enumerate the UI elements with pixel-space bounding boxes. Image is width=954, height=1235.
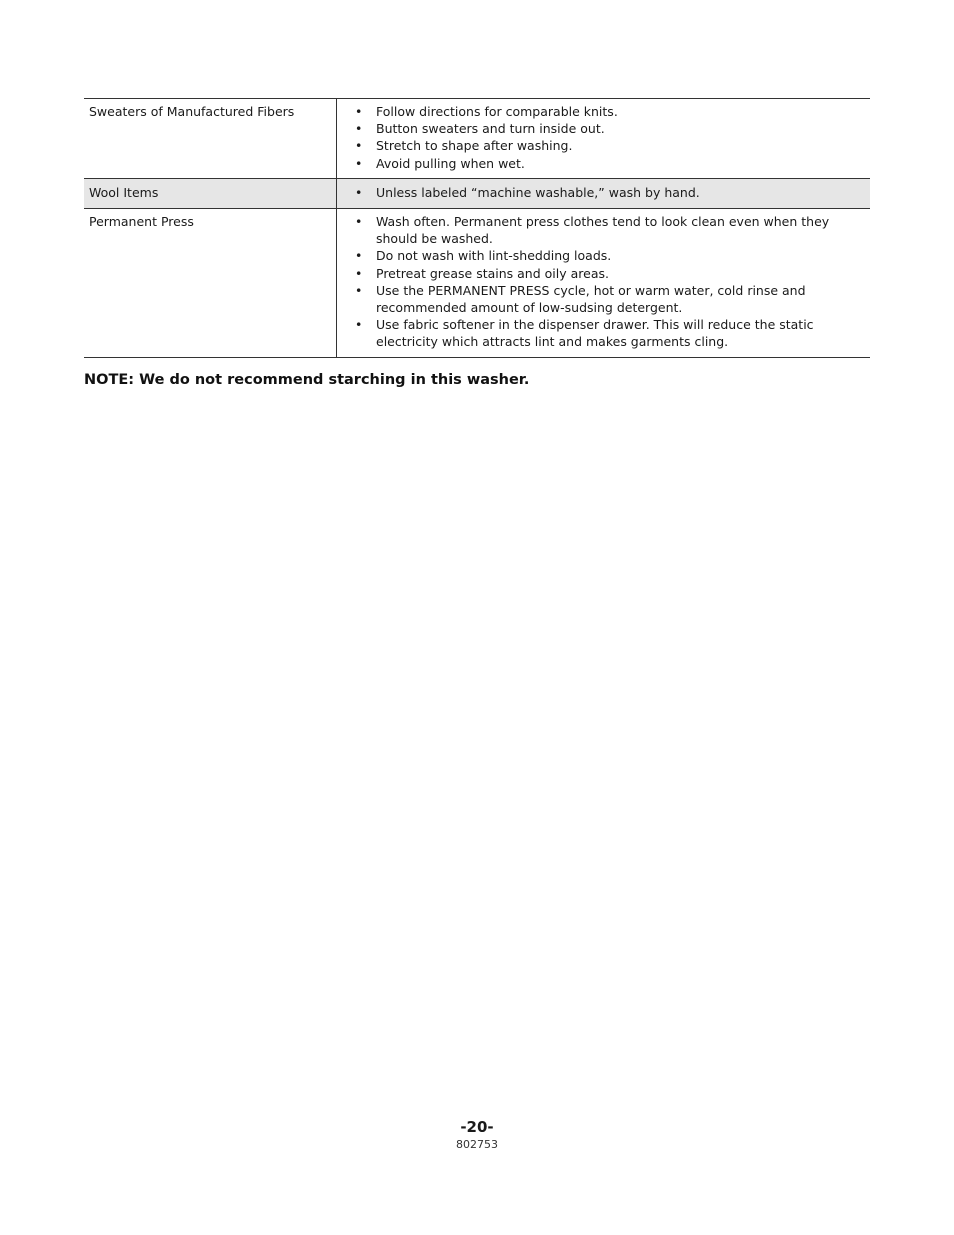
list-item: • Wash often. Permanent press clothes tend to look clean even when they should be washed. [353,213,864,247]
list-item: • Follow directions for comparable knits. [353,103,864,120]
fabric-type-cell: Permanent Press [84,209,337,358]
care-tips-cell [337,99,871,179]
list-item: • Avoid pulling when wet. [353,155,864,172]
care-tips-list [353,184,864,201]
table-row [84,99,870,179]
table-row [84,209,870,358]
list-item: • Unless labeled “machine washable,” wash by hand. [353,184,864,201]
list-item: • Use the PERMANENT PRESS cycle, hot or warm water, cold rinse and recommended amount of low-sudsing detergent. [353,282,864,316]
care-tips-list [353,213,864,351]
fabric-type-cell: Wool Items [84,178,337,208]
page-number: -20- [460,1118,494,1136]
list-item: • Use fabric softener in the dispenser drawer. This will reduce the static electricity which attracts lint and makes garments cling. [353,316,864,350]
list-item: • Stretch to shape after washing. [353,137,864,154]
care-tips-cell [337,209,871,358]
care-tips-cell [337,178,871,208]
list-item: • Do not wash with lint-shedding loads. [353,247,864,264]
fabric-care-table [84,98,870,358]
document-number: 802753 [456,1138,498,1151]
fabric-type-cell: Sweaters of Manufactured Fibers [84,99,337,179]
table-row [84,178,870,208]
list-item: • Pretreat grease stains and oily areas. [353,265,864,282]
starching-note: NOTE: We do not recommend starching in this washer. [84,372,530,388]
care-tips-list [353,103,864,172]
list-item: • Button sweaters and turn inside out. [353,120,864,137]
